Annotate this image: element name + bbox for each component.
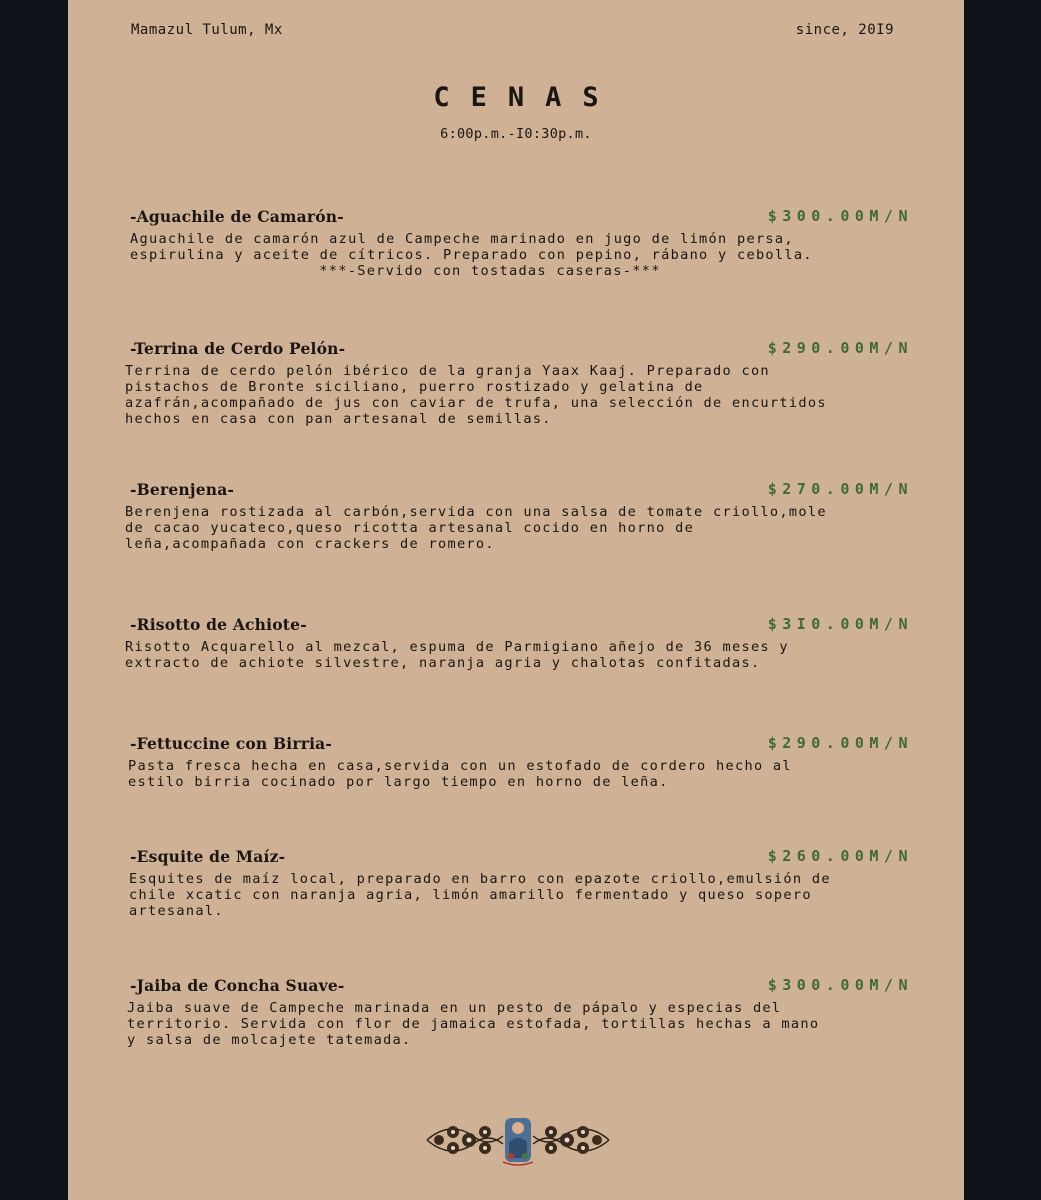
dish-description: Risotto Acquarello al mezcal, espuma de Parmigiano añejo de 36 meses y extracto de achiote silvestre, naranja agria y chalotas confitadas. [125,639,789,671]
dish-price: $270.00M/N [767,480,913,498]
dish-name: -Aguachile de Camarón- [130,207,344,226]
dish-name: -Esquite de Maíz- [130,847,286,866]
dish-price: $260.00M/N [767,847,913,865]
dish-name: -Fettuccine con Birria- [130,734,333,753]
dish-description: Esquites de maíz local, preparado en barro con epazote criollo,emulsión de chile xcatic con naranja agria, limón amarillo fermentado y queso sopero artesanal. [129,871,831,919]
dish-price: $300.00M/N [767,976,913,994]
dish-description [130,231,910,279]
since-label: since, 20I9 [795,22,894,38]
dish-name: -Risotto de Achiote- [130,615,307,634]
page-title: CENAS [433,82,620,113]
dish-description: Terrina de cerdo pelón ibérico de la granja Yaax Kaaj. Preparado con pistachos de Bronte siciliano, puerro rostizado y gelatina de azafrán,acompañado de jus con caviar de trufa, una selección de encurtidos hechos en casa con pan artesanal de semillas. [125,363,827,427]
service-hours: 6:00p.m.-I0:30p.m. [440,126,592,142]
dish-price: $3I0.00M/N [767,615,913,633]
dish-price: $290.00M/N [767,339,913,357]
menu-page [68,0,964,1200]
dish-description: Pasta fresca hecha en casa,servida con un estofado de cordero hecho al estilo birria cocinado por largo tiempo en horno de leña. [128,758,792,790]
dish-name: -Jaiba de Concha Suave- [130,976,345,995]
dish-description: Berenjena rostizada al carbón,servida con una salsa de tomate criollo,mole de cacao yucateco,queso ricotta artesanal cocido en horno de leña,acompañada con crackers de romero. [125,504,827,552]
dish-name: -Berenjena- [130,480,235,499]
dish-description-text: Aguachile de camarón azul de Campeche marinado en jugo de limón persa, espirulina y aceite de cítricos. Preparado con pepino, rábano y cebolla. [130,231,813,263]
restaurant-name: Mamazul Tulum, Mx [131,22,283,38]
floral-ornament-icon [423,1112,613,1168]
dish-price: $300.00M/N [767,207,913,225]
dish-name: -Terrina de Cerdo Pelón- [130,339,346,358]
dish-note: ***-Servido con tostadas caseras-*** [319,263,661,279]
dish-price: $290.00M/N [767,734,913,752]
dish-description: Jaiba suave de Campeche marinada en un pesto de pápalo y especias del territorio. Servida con flor de jamaica estofada, tortillas hechas a mano y salsa de molcajete tatemada. [127,1000,820,1048]
